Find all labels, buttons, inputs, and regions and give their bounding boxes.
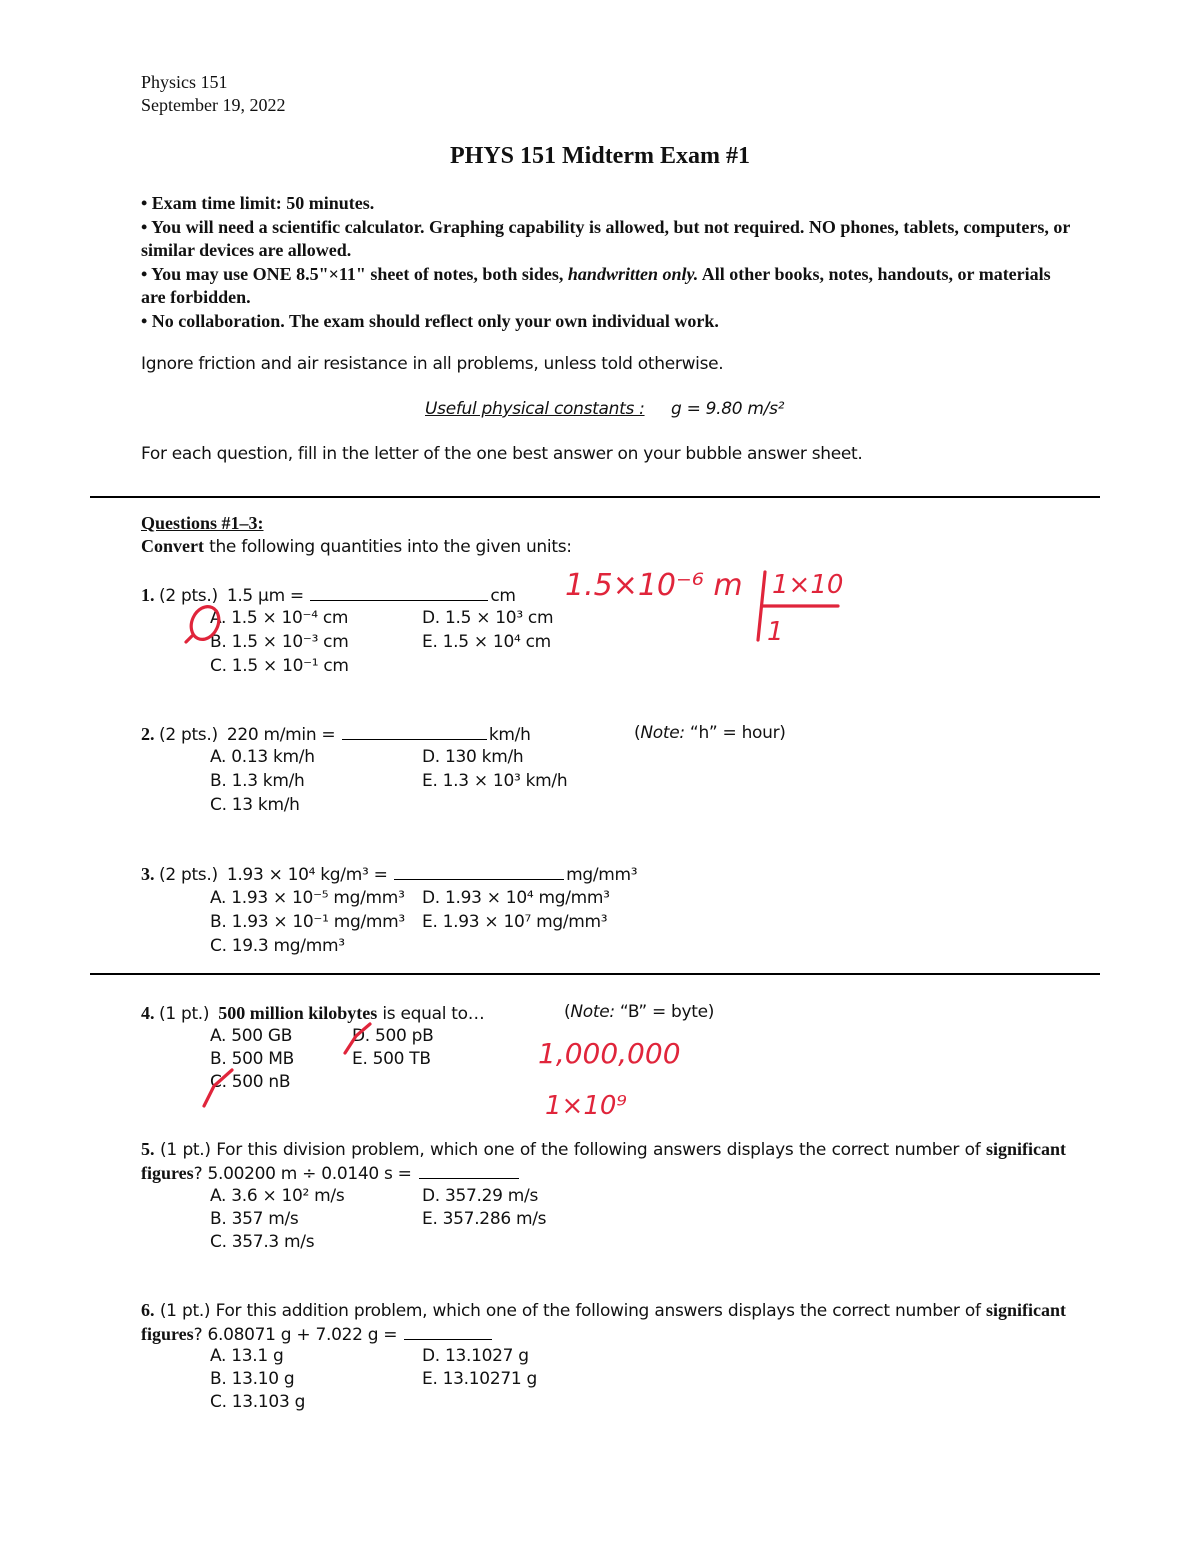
question-6-number: 6.: [141, 1300, 155, 1320]
question-6-tail: ? 6.08071 g + 7.022 g =: [193, 1325, 398, 1345]
page-title: PHYS 151 Midterm Exam #1: [450, 143, 750, 169]
question-5-bold: significant figures: [141, 1139, 1066, 1183]
question-3-unit: mg/mm³: [566, 865, 638, 885]
question-5-tail: ? 5.00200 m ÷ 0.0140 s =: [193, 1164, 412, 1184]
q1-work-value: 1.5×10⁻⁶ m: [565, 568, 743, 603]
q3-choice-e: E. 1.93 × 10⁷ mg/mm³: [422, 912, 608, 932]
rule-time-limit: • Exam time limit: 50 minutes.: [141, 193, 375, 213]
question-4-bold: 500 million kilobytes: [218, 1003, 378, 1023]
q5-choice-b: B. 357 m/s: [210, 1209, 299, 1229]
constants-label-text: Useful physical constants :: [425, 399, 645, 419]
note-rest: “h” = hour): [684, 723, 786, 743]
question-6-points: (1 pt.): [159, 1301, 211, 1321]
q1-choice-b: B. 1.5 × 10⁻³ cm: [210, 632, 349, 652]
q6-choice-b: B. 13.10 g: [210, 1369, 295, 1389]
question-2-points: (2 pts.): [159, 725, 218, 745]
q1-choice-c: C. 1.5 × 10⁻¹ cm: [210, 656, 349, 676]
note-open: (: [564, 1002, 571, 1022]
question-2-unit: km/h: [488, 725, 531, 745]
question-1-number: 1.: [141, 585, 155, 605]
q4-choice-d: D. 500 pB: [352, 1026, 434, 1046]
q4-choice-c: C. 500 nB: [210, 1072, 291, 1092]
question-4-rest: is equal to…: [377, 1004, 485, 1024]
q3-choice-a: A. 1.93 × 10⁻⁵ mg/mm³: [210, 888, 405, 908]
question-3-expression: 1.93 × 10⁴ kg/m³ =: [226, 865, 388, 885]
q4-choice-a: A. 500 GB: [210, 1026, 293, 1046]
q1-choice-d: D. 1.5 × 10³ cm: [422, 608, 554, 628]
question-1-points: (2 pts.): [159, 586, 218, 606]
question-5-lead: For this division problem, which one of the following answers displays the correct number of: [210, 1140, 986, 1160]
question-3-points: (2 pts.): [159, 865, 218, 885]
note-open: (: [634, 723, 641, 743]
convert-bold: Convert: [141, 536, 204, 556]
q5-choice-c: C. 357.3 m/s: [210, 1232, 315, 1252]
question-6-lead: For this addition problem, which one of the following answers displays the correct number of: [210, 1301, 986, 1321]
q4-check-d: [345, 1024, 370, 1053]
q1-fraction-top: 1×10: [772, 570, 844, 600]
q1-circle-tail: [186, 636, 192, 642]
rule-notes-italic: handwritten only.: [567, 263, 699, 284]
q3-choice-c: C. 19.3 mg/mm³: [210, 936, 345, 956]
question-5-points: (1 pt.): [160, 1140, 211, 1160]
section-heading: Questions #1–3:: [141, 513, 264, 533]
q3-choice-d: D. 1.93 × 10⁴ mg/mm³: [422, 888, 610, 908]
q1-choice-a: A. 1.5 × 10⁻⁴ cm: [210, 608, 349, 628]
answer-instruction: For each question, fill in the letter of the one best answer on your bubble answer sheet.: [141, 444, 863, 464]
rule-collaboration: • No collaboration. The exam should reflect only your own individual work.: [141, 310, 719, 331]
q6-choice-a: A. 13.1 g: [210, 1346, 284, 1366]
q4-choice-b: B. 500 MB: [210, 1049, 294, 1069]
q6-choice-c: C. 13.103 g: [210, 1392, 306, 1412]
question-4-number: 4.: [141, 1003, 155, 1023]
question-4-points: (1 pt.): [159, 1004, 210, 1024]
q5-choice-a: A. 3.6 × 10² m/s: [210, 1186, 345, 1206]
q4-work-sci: 1×10⁹: [545, 1091, 627, 1121]
rule-notes-part2: All other books, notes, handouts, or materials are forbidden.: [141, 263, 1051, 307]
note-rest: “B” = byte): [614, 1002, 715, 1022]
q2-choice-c: C. 13 km/h: [210, 795, 300, 815]
q2-choice-b: B. 1.3 km/h: [210, 771, 305, 791]
q3-choice-b: B. 1.93 × 10⁻¹ mg/mm³: [210, 912, 405, 932]
q6-choice-d: D. 13.1027 g: [422, 1346, 529, 1366]
question-6-bold: significant figures: [141, 1300, 1066, 1344]
q2-choice-a: A. 0.13 km/h: [210, 747, 315, 767]
question-2-expression: 220 m/min =: [226, 725, 336, 745]
course-name: Physics 151: [141, 72, 228, 92]
convert-rest: the following quantities into the given units:: [203, 537, 572, 557]
q2-choice-e: E. 1.3 × 10³ km/h: [422, 771, 568, 791]
q2-choice-d: D. 130 km/h: [422, 747, 524, 767]
question-1-unit: cm: [490, 586, 516, 606]
friction-note: Ignore friction and air resistance in all problems, unless told otherwise.: [141, 354, 724, 374]
q6-choice-e: E. 13.10271 g: [422, 1369, 537, 1389]
q1-choice-e: E. 1.5 × 10⁴ cm: [422, 632, 551, 652]
constants-value: g = 9.80 m/s²: [671, 399, 785, 419]
question-2-number: 2.: [141, 724, 155, 744]
q1-fraction-bottom: 1: [767, 617, 784, 647]
rule-notes-part1: • You may use ONE 8.5"×11" sheet of notes, both sides,: [141, 263, 568, 284]
question-5-number: 5.: [141, 1139, 155, 1159]
note-label: Note:: [570, 1002, 615, 1022]
q4-check-c: [204, 1070, 232, 1106]
rule-calculator: • You will need a scientific calculator. Graphing capability is allowed, but not required. NO phones, tablets, computers, or similar devices are allowed.: [141, 216, 1071, 260]
question-1-expression: 1.5 μm =: [226, 586, 304, 606]
q4-choice-e: E. 500 TB: [352, 1049, 431, 1069]
question-3-number: 3.: [141, 864, 155, 884]
exam-date: September 19, 2022: [141, 95, 286, 115]
q4-work-million: 1,000,000: [538, 1037, 681, 1070]
q5-choice-e: E. 357.286 m/s: [422, 1209, 547, 1229]
q5-choice-d: D. 357.29 m/s: [422, 1186, 539, 1206]
note-label: Note:: [640, 723, 685, 743]
